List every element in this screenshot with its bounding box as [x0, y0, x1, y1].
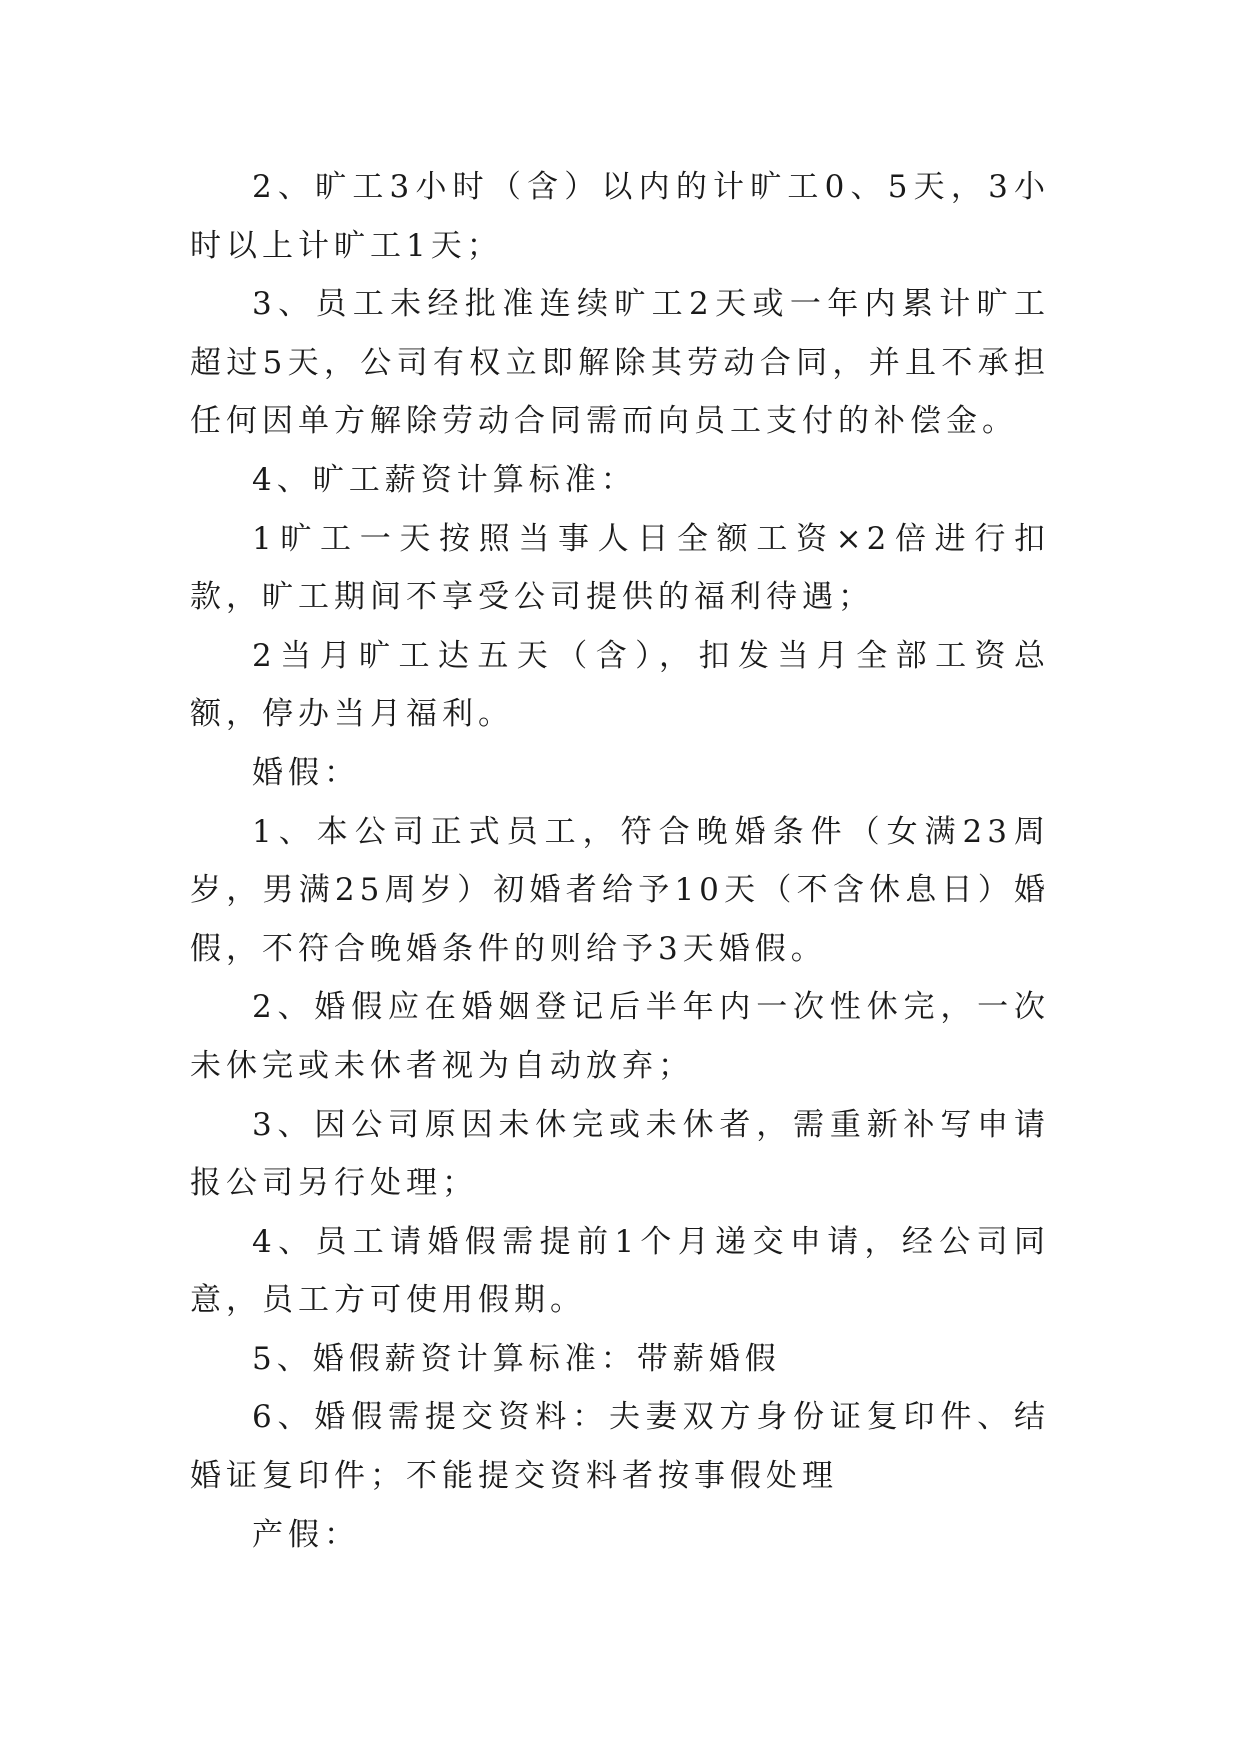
document-body — [190, 158, 1050, 1564]
paragraph-marriage-timing: 2、婚假应在婚姻登记后半年内一次性休完，一次未休完或未休者视为自动放弃； — [190, 989, 1050, 1084]
section-heading-marriage-leave: 婚假： — [252, 754, 360, 791]
paragraph-absence-pay-heading: 4、旷工薪资计算标准： — [252, 461, 637, 498]
paragraph-absence-deduction: 1旷工一天按照当事人日全额工资×2倍进行扣款，旷工期间不享受公司提供的福利待遇； — [190, 520, 1050, 616]
paragraph-marriage-application: 4、员工请婚假需提前1个月递交申请，经公司同意，员工方可使用假期。 — [190, 1223, 1050, 1319]
paragraph-absence-hours: 2、旷工3小时（含）以内的计旷工0、5天，3小时以上计旷工1天； — [190, 169, 1050, 264]
paragraph-marriage-pay: 5、婚假薪资计算标准：带薪婚假 — [252, 1340, 781, 1377]
paragraph-absence-dismissal: 3、员工未经批准连续旷工2天或一年内累计旷工超过5天，公司有权立即解除其劳动合同，并且不承担任何因单方解除劳动合同需而向员工支付的补偿金。 — [190, 286, 1050, 440]
paragraph-marriage-eligibility: 1、本公司正式员工，符合晚婚条件（女满23周岁，男满25周岁）初婚者给予10天（不含休息日）婚假，不符合晚婚条件的则给予3天婚假。 — [190, 813, 1050, 967]
paragraph-marriage-company-reason: 3、因公司原因未休完或未休者，需重新补写申请报公司另行处理； — [190, 1106, 1050, 1202]
section-heading-maternity-leave: 产假： — [252, 1516, 360, 1553]
paragraph-absence-monthly: 2当月旷工达五天（含），扣发当月全部工资总额，停办当月福利。 — [190, 637, 1050, 733]
paragraph-marriage-documents: 6、婚假需提交资料：夫妻双方身份证复印件、结婚证复印件；不能提交资料者按事假处理 — [190, 1399, 1050, 1495]
